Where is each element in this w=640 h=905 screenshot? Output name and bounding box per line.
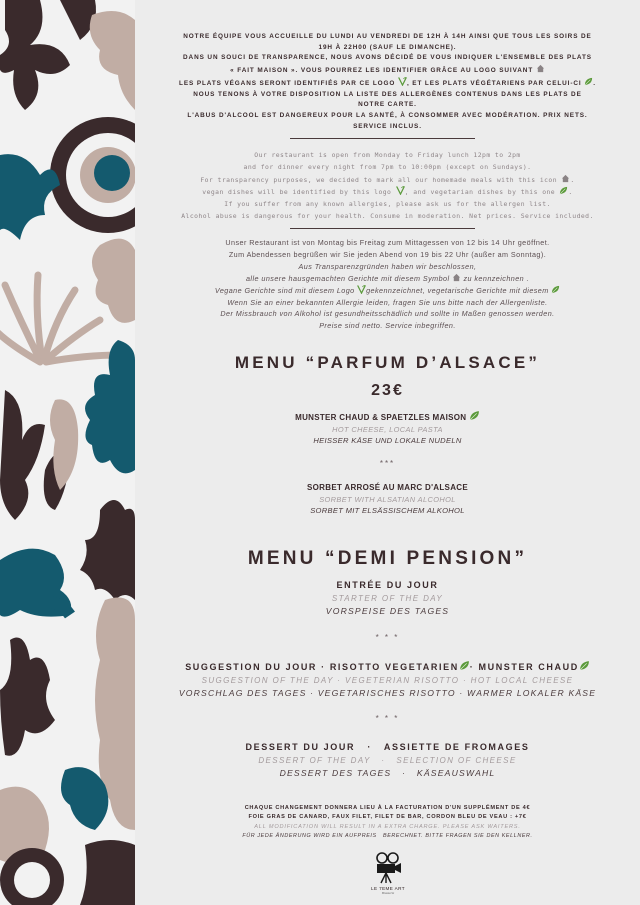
course-name: ENTRÉE DU JOUR bbox=[336, 580, 439, 590]
intro-line: NOTRE ÉQUIPE VOUS ACCUEILLE DU LUNDI AU VENDREDI DE 12H À 14H AINSI QUE TOUS LES SOIRS DE bbox=[183, 33, 592, 40]
separator: *** bbox=[379, 459, 396, 468]
intro-line: and for dinner every night from 7pm to 10:00pm (except on Sundays). bbox=[243, 162, 532, 171]
house-icon bbox=[561, 174, 570, 183]
intro-french bbox=[145, 32, 630, 132]
footer-notes bbox=[135, 804, 640, 842]
course-translation-de: VORSPEISE DES TAGES bbox=[325, 606, 450, 616]
intro-line: Vegane Gerichte sind mit diesem Logo gekennzeichnet, vegetarische Gerichte mit diesem bbox=[141, 285, 634, 297]
course-translation-en: DESSERT OF THE DAY · SELECTION OF CHEESE bbox=[258, 756, 517, 765]
intro-line: If you suffer from any known allergies, please ask us for the allergen list. bbox=[224, 200, 551, 209]
brown-leaf-shape bbox=[80, 840, 135, 905]
intro-line: 19H À 22H00 (SAUF LE DIMANCHE). bbox=[318, 43, 457, 51]
menu-title-parfum: MENU “PARFUM D’ALSACE” bbox=[234, 353, 541, 372]
brown-seaweed-shape bbox=[0, 638, 55, 756]
camera-icon bbox=[373, 852, 403, 884]
vegan-v-icon bbox=[398, 77, 407, 86]
intro-line: Aus Transparenzgründen haben wir beschlossen, bbox=[298, 261, 477, 271]
leaf-icon bbox=[551, 285, 560, 294]
dish-item bbox=[135, 483, 640, 515]
course-name: SUGGESTION DU JOUR · RISOTTO VEGETARIEN bbox=[185, 662, 459, 672]
intro-line: Der Missbrauch von Alkohol ist gesundheitsschädlich und sollte in Maßen genossen werden. bbox=[220, 309, 555, 319]
logo-name: LE 7EME ART bbox=[371, 886, 405, 891]
menu-title-demi-pension: MENU “DEMI PENSION” bbox=[247, 548, 528, 569]
dish-name: SORBET ARROSÉ AU MARC D'ALSACE bbox=[307, 483, 468, 492]
beige-blob-shape bbox=[92, 239, 135, 323]
separator: * * * bbox=[375, 633, 400, 642]
footer-line: FOIE GRAS DE CANARD, FAUX FILET, FILET DE BAR, CORDON BLEU DE VEAU : +7€ bbox=[248, 814, 527, 821]
course-translation-en: STARTER OF THE DAY bbox=[331, 594, 444, 603]
intro-line: For transparency purposes, we decided to mark all our homemade meals with this icon . bbox=[200, 175, 575, 184]
intro-line: « FAIT MAISON ». VOUS POURREZ LES IDENTIFIER GRÂCE AU LOGO SUIVANT bbox=[145, 64, 630, 77]
footer-line: CHAQUE CHANGEMENT DONNERA LIEU À LA FACTURATION D'UN SUPPLÉMENT DE 4€ bbox=[244, 805, 531, 811]
intro-line: NOUS TENONS À VOTRE DISPOSITION LA LISTE DES ALLERGÈNES CONTENUS DANS LES PLATS DE bbox=[193, 90, 582, 98]
separator: * * * bbox=[375, 714, 400, 723]
course-translation-de: VORSCHLAG DES TAGES · VEGETARISCHES RISOTTO · WARMER LOKALER KÄSE bbox=[178, 688, 597, 698]
intro-line: NOTRE CARTE. bbox=[358, 101, 417, 109]
dish-name: MUNSTER CHAUD & SPAETZLES MAISON bbox=[295, 413, 467, 422]
intro-line: Our restaurant is open from Monday to Friday lunch 12pm to 2pm bbox=[254, 151, 521, 159]
course-name: DESSERT DU JOUR · ASSIETTE DE FROMAGES bbox=[245, 742, 530, 752]
intro-line: Preise sind netto. Service inbegriffen. bbox=[319, 321, 456, 331]
intro-german bbox=[141, 237, 634, 332]
vegan-v-icon bbox=[357, 285, 366, 294]
intro-line: vegan dishes will be identified by this logo , and vegetarian dishes by this one . bbox=[202, 188, 573, 197]
restaurant-logo bbox=[368, 852, 408, 902]
intro-line: alle unsere hausgemachten Gerichte mit diesem Symbol zu kennzeichnen . bbox=[245, 273, 530, 283]
brown-star-shape bbox=[80, 500, 135, 600]
course-translation-de: DESSERT DES TAGES · KÄSEAUSWAHL bbox=[279, 768, 496, 778]
leaf-icon bbox=[584, 77, 593, 86]
leaf-icon bbox=[559, 186, 568, 195]
intro-line: LES PLATS VÉGANS SERONT IDENTIFIÉS PAR CE LOGO , ET LES PLATS VÉGÉTARIENS PAR CELUI-CI . bbox=[145, 77, 630, 90]
brown-leaf-shape bbox=[0, 390, 45, 520]
leaf-icon bbox=[459, 660, 470, 671]
intro-line: L'ABUS D'ALCOOL EST DANGEREUX POUR LA SANTÉ, À CONSOMMER AVEC MODÉRATION. PRIX NETS. bbox=[187, 111, 588, 119]
menu-content bbox=[135, 0, 640, 905]
teal-seaweed-shape bbox=[85, 340, 135, 473]
divider bbox=[290, 228, 475, 229]
dish-translation-de: HEISSER KÄSE UND LOKALE NUDELN bbox=[313, 436, 462, 445]
logo-subtitle: Brasserie bbox=[381, 891, 395, 895]
beige-blob-shape bbox=[90, 11, 135, 110]
menu-price: 23€ bbox=[371, 382, 404, 399]
house-icon bbox=[452, 273, 461, 282]
brown-leaf-shape bbox=[0, 0, 70, 110]
dish-translation-en: SORBET WITH ALSATIAN ALCOHOL bbox=[319, 495, 456, 504]
dish-item bbox=[135, 410, 640, 445]
leaf-icon bbox=[579, 660, 590, 671]
intro-line: Alcohol abuse is dangerous for your health. Consume in moderation. Net prices. Service included. bbox=[181, 211, 594, 220]
intro-line: Zum Abendessen begrüßen wir Sie jeden Abend von 19 bis 22 Uhr (außer am Sonntag). bbox=[228, 249, 547, 259]
intro-line: DANS UN SOUCI DE TRANSPARENCE, NOUS AVONS DÉCIDÉ DE VOUS INDIQUER L'ENSEMBLE DES PLATS bbox=[183, 54, 592, 62]
vegan-v-icon bbox=[396, 186, 405, 195]
house-icon bbox=[536, 64, 545, 73]
footer-line: FÜR JEDE ÄNDERUNG WIRD EIN AUFPREIS BERECHNET. BITTE FRAGEN SIE DEN KELLNER. bbox=[242, 833, 533, 840]
leaf-icon bbox=[469, 410, 480, 421]
intro-line: Unser Restaurant ist von Montag bis Freitag zum Mittagessen von 12 bis 14 Uhr geöffnet. bbox=[225, 238, 550, 247]
intro-line: Wenn Sie an einer bekannten Allergie leiden, fragen Sie uns bitte nach der Allergenliste. bbox=[227, 297, 548, 307]
intro-line: SERVICE INCLUS. bbox=[353, 122, 422, 130]
dish-translation-de: SORBET MIT ELSÄSSISCHEM ALKOHOL bbox=[310, 506, 465, 515]
intro-english bbox=[141, 150, 634, 223]
course-starter bbox=[135, 580, 640, 616]
dish-translation-en: HOT CHEESE, LOCAL PASTA bbox=[332, 425, 443, 434]
course-name: · MUNSTER CHAUD bbox=[469, 662, 579, 672]
decorative-panel bbox=[0, 0, 135, 905]
course-translation-en: SUGGESTION OF THE DAY · VEGETERIAN RISOTTO · HOT LOCAL CHEESE bbox=[201, 676, 574, 685]
decorative-shapes bbox=[0, 0, 135, 905]
footer-line: ALL MODIFICATION WILL RESULT IN A EXTRA CHARGE. PLEASE ASK WAITERS. bbox=[254, 823, 521, 830]
course-main bbox=[135, 660, 640, 698]
divider bbox=[290, 138, 475, 139]
course-dessert bbox=[135, 742, 640, 778]
